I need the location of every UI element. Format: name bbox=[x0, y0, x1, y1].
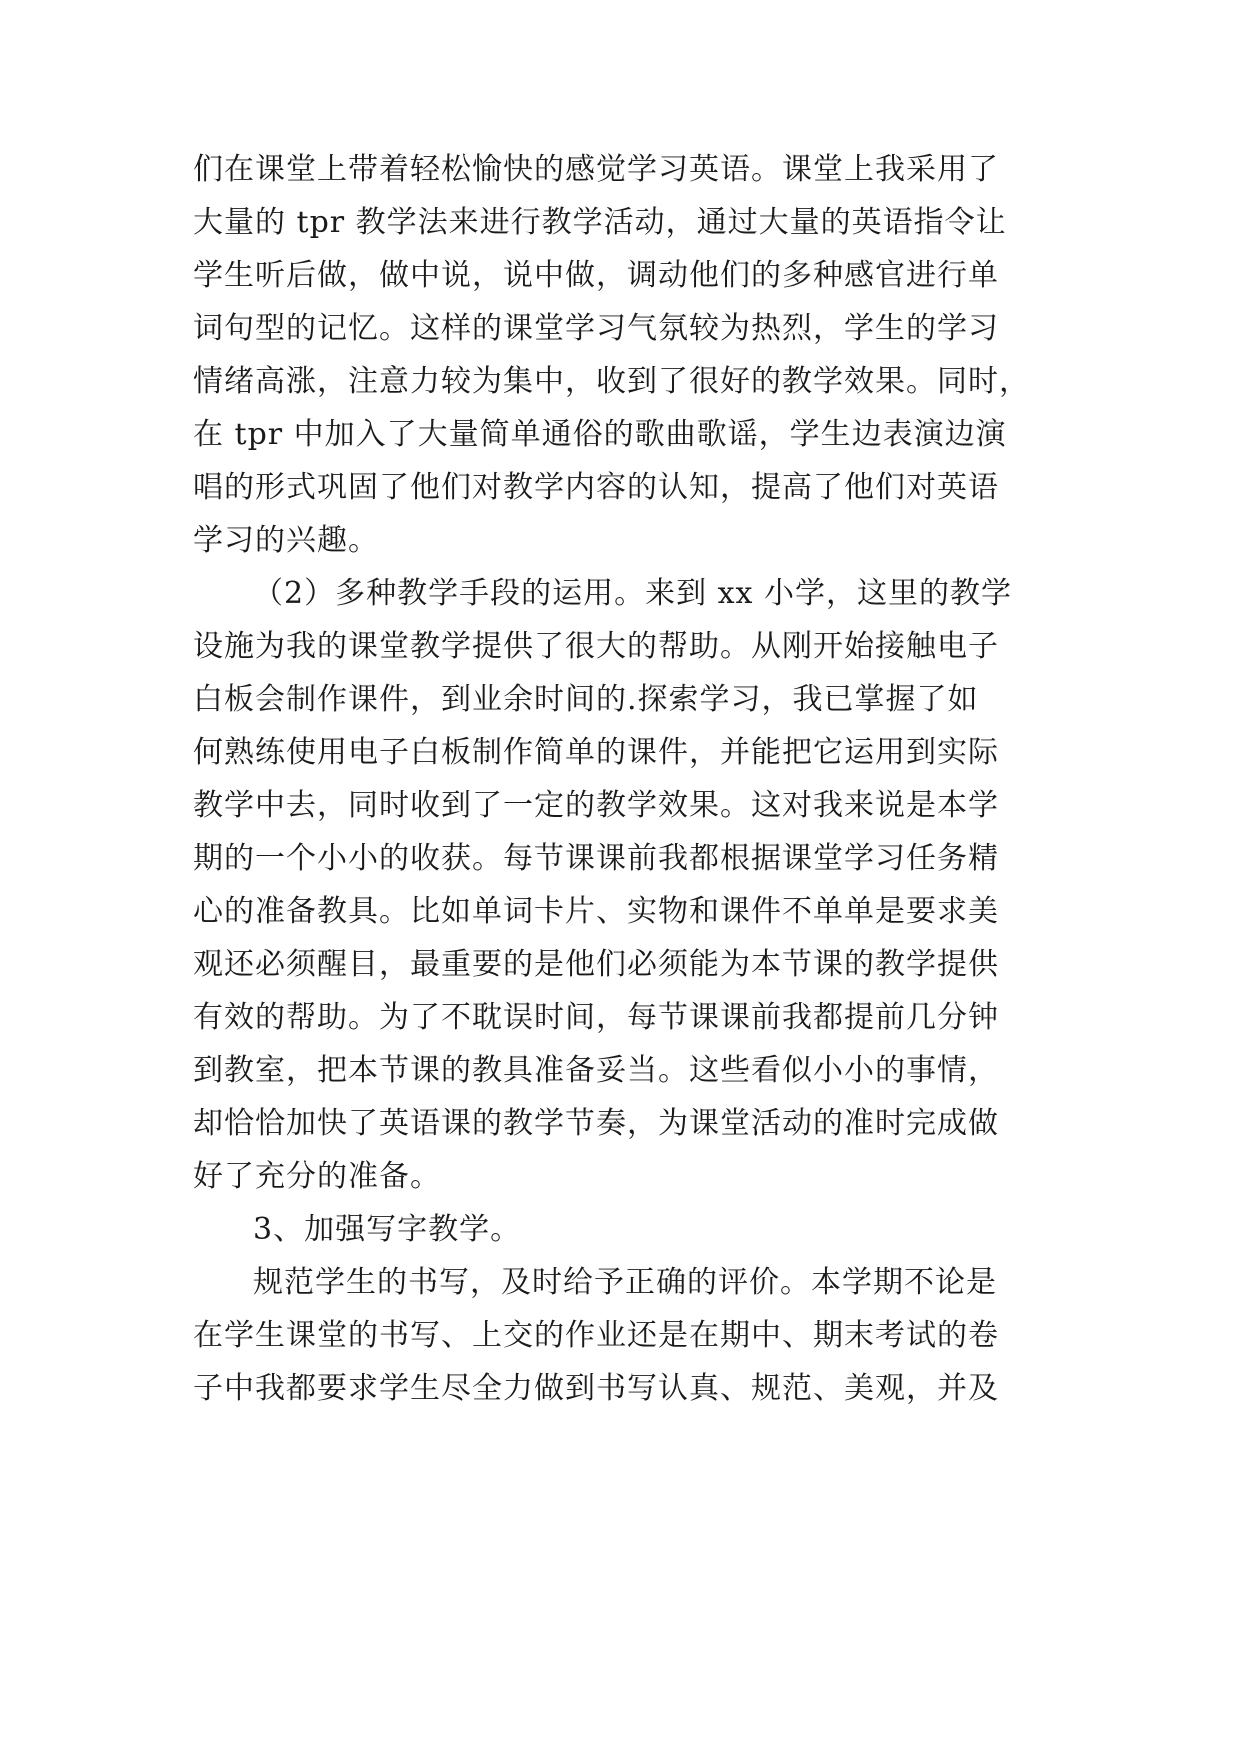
text-line: 词句型的记忆。这样的课堂学习气氛较为热烈，学生的学习 bbox=[193, 311, 999, 346]
text-line: 在 tpr 中加入了大量简单通俗的歌曲歌谣，学生边表演边演 bbox=[193, 417, 1007, 452]
text-line: 子中我都要求学生尽全力做到书写认真、规范、美观，并及 bbox=[193, 1371, 999, 1406]
text-line: 设施为我的课堂教学提供了很大的帮助。从刚开始接触电子 bbox=[193, 629, 999, 664]
text-line: 学生听后做，做中说，说中做，调动他们的多种感官进行单 bbox=[193, 258, 999, 293]
section-heading: 3、加强写字教学。 bbox=[253, 1212, 522, 1247]
text-line: 观还必须醒目，最重要的是他们必须能为本节课的教学提供 bbox=[193, 947, 999, 982]
text-line: 学习的兴趣。 bbox=[193, 523, 379, 558]
text-line: 何熟练使用电子白板制作简单的课件，并能把它运用到实际 bbox=[193, 735, 999, 770]
text-line: 教学中去，同时收到了一定的教学效果。这对我来说是本学 bbox=[193, 788, 999, 823]
text-line: 好了充分的准备。 bbox=[193, 1159, 441, 1194]
text-line: 在学生课堂的书写、上交的作业还是在期中、期末考试的卷 bbox=[193, 1318, 999, 1353]
text-line: 期的一个小小的收获。每节课课前我都根据课堂学习任务精 bbox=[193, 841, 999, 876]
text-line: 大量的 tpr 教学法来进行教学活动，通过大量的英语指令让 bbox=[193, 205, 1007, 240]
text-line: 心的准备教具。比如单词卡片、实物和课件不单单是要求美 bbox=[193, 894, 999, 929]
text-line: 却恰恰加快了英语课的教学节奏，为课堂活动的准时完成做 bbox=[193, 1106, 999, 1141]
paragraph-start-line: （2）多种教学手段的运用。来到 xx 小学，这里的教学 bbox=[253, 576, 1012, 611]
text-line: 们在课堂上带着轻松愉快的感觉学习英语。课堂上我采用了 bbox=[193, 152, 999, 187]
paragraph-start-line: 规范学生的书写，及时给予正确的评价。本学期不论是 bbox=[253, 1265, 997, 1300]
text-line: 有效的帮助。为了不耽误时间，每节课课前我都提前几分钟 bbox=[193, 1000, 999, 1035]
text-line: 到教室，把本节课的教具准备妥当。这些看似小小的事情， bbox=[193, 1053, 999, 1088]
text-line: 唱的形式巩固了他们对教学内容的认知，提高了他们对英语 bbox=[193, 470, 999, 505]
text-line: 白板会制作课件，到业余时间的.探索学习，我已掌握了如 bbox=[193, 682, 979, 717]
text-line: 情绪高涨，注意力较为集中，收到了很好的教学效果。同时， bbox=[193, 364, 1030, 399]
